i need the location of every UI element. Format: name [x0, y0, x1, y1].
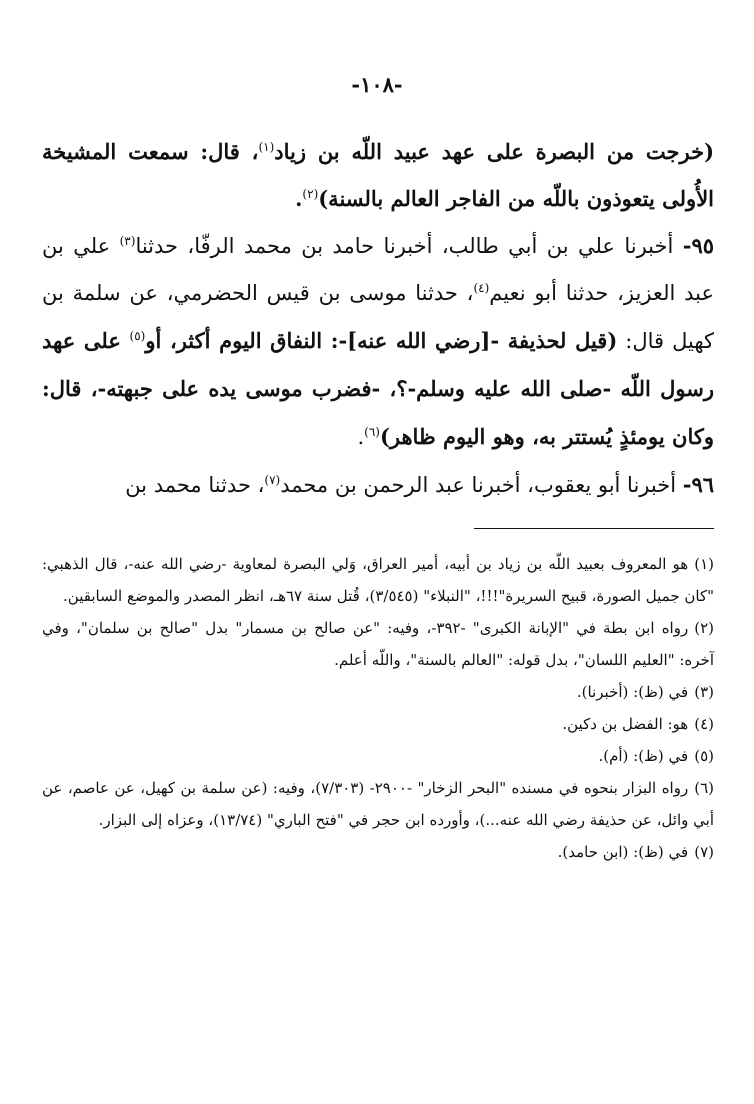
paragraph-continuation	[42, 128, 714, 222]
footnote-text: هو المعروف بعبيد اللّه بن زياد بن أبيه، أمير العراق، وَلي البصرة لمعاوية -رضي الله عنه-، قال الذهبي: "كان جميل الصورة، قبيح السريرة"!!!، "النبلاء" (٣/٥٤٥)، قُتل سنة ٦٧هـ، انظر المصدر والموضع السابقين.	[42, 555, 714, 605]
text-run: ، حدثنا موسى بن قيس الحضرمي، عن سلمة بن كهيل قال:	[42, 281, 714, 353]
main-text	[42, 128, 714, 509]
footnote-ref[interactable]: (٥)	[129, 329, 146, 343]
footnote-ref[interactable]: (٢)	[302, 187, 319, 201]
text-run: علي بن عبد العزيز، حدثنا أبو نعيم	[42, 234, 715, 305]
hadith-96	[42, 461, 714, 509]
text-run: أخبرنا أبو يعقوب، أخبرنا عبد الرحمن بن محمد	[280, 473, 683, 497]
footnote-mark: (١)	[694, 555, 714, 573]
text-run-bold: على عهد رسول اللّه -صلى الله عليه وسلم-؟،	[42, 328, 715, 401]
footnote-ref[interactable]: (٤)	[473, 281, 490, 295]
footnote-text: رواه ابن بطة في "الإبانة الكبرى" -٣٩٢-، وفيه: "عن صالح بن مسمار" بدل "صالح بن سلمان"، وفي آخره: "العليم اللسان"، بدل قوله: "العالم بالسنة"، واللّه أعلم.	[42, 619, 714, 669]
footnote-6	[42, 772, 714, 836]
footnote-2	[42, 612, 714, 676]
footnote-text: في (ظ): (أخبرنا).	[576, 683, 689, 701]
footnote-4	[42, 708, 714, 740]
text-run: ، حدثنا محمد بن	[125, 473, 265, 497]
text-run-bold: (قيل لحذيفة -[رضي الله عنه]-: النفاق اليوم أكثر، أو	[145, 328, 618, 353]
footnote-ref[interactable]: (٦)	[364, 425, 380, 439]
text-run: أخبرنا علي بن أبي طالب، أخبرنا حامد بن محمد الرفّا، حدثنا	[135, 234, 683, 258]
footnote-ref[interactable]: (٣)	[119, 234, 136, 248]
footnote-text: هو: الفضل بن دكين.	[562, 715, 689, 733]
footnote-text: في (ظ): (ابن حامد).	[557, 843, 689, 861]
footnote-7	[42, 836, 714, 868]
footnote-ref[interactable]: (٧)	[264, 473, 281, 487]
footnotes	[42, 548, 714, 868]
footnote-mark: (٧)	[694, 843, 714, 861]
footnote-text: في (ظ): (أم).	[598, 747, 689, 765]
hadith-number: ٩٦-	[682, 472, 714, 497]
text-run: .	[295, 186, 303, 211]
text-run: (خرجت من البصرة على عهد عبيد اللّه بن زياد	[274, 139, 715, 164]
hadith-number: ٩٥-	[682, 233, 714, 258]
hadith-95	[42, 222, 714, 461]
footnote-ref[interactable]: (١)	[258, 140, 275, 154]
text-run: ، قال: سمعت المشيخة الأُولى يتعوذون باللّه من الفاجر العالم بالسنة)	[42, 139, 714, 211]
footnote-3	[42, 676, 714, 708]
footnote-mark: (٤)	[694, 715, 714, 733]
text-run-bold: -فضرب موسى يده على جبهته-، قال: وكان يومئذٍ يُستتر به، وهو اليوم ظاهر)	[42, 376, 714, 449]
footnote-mark: (٥)	[694, 747, 714, 765]
text-run: .	[357, 425, 365, 449]
footnote-mark: (٣)	[694, 683, 714, 701]
footnote-separator	[474, 528, 714, 529]
page-number: -١٠٨-	[351, 72, 403, 97]
footnote-text: رواه البزار بنحوه في مسنده "البحر الزخار" -٢٩٠٠- (٧/٣٠٣)، وفيه: (عن سلمة بن كهيل، عن عاصم، عن أبي وائل، عن حذيفة رضي الله عنه...)، وأورده ابن حجر في "فتح الباري" (١٣/٧٤)، وعزاه إلى البزار.	[42, 779, 714, 829]
footnote-mark: (٦)	[694, 779, 714, 797]
footnote-mark: (٢)	[694, 619, 714, 637]
footnote-5	[42, 740, 714, 772]
footnote-1	[42, 548, 714, 612]
